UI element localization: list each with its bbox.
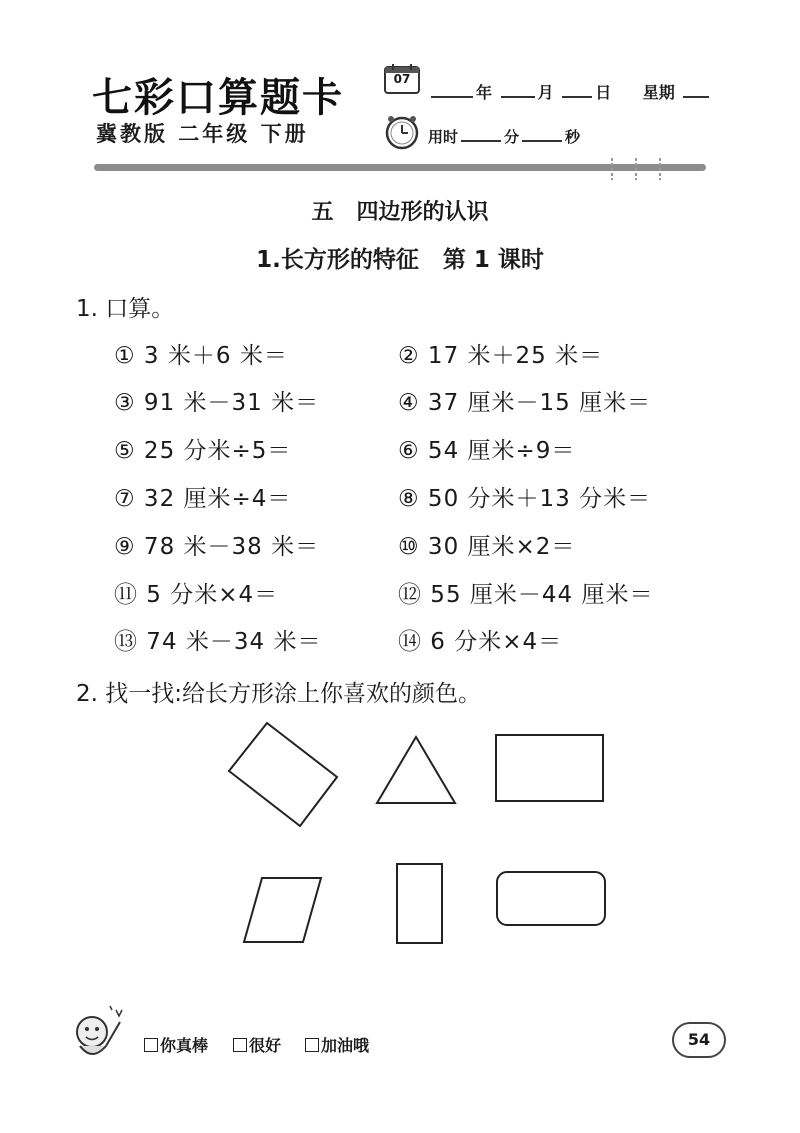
problem-7: ⑦ 32 厘米÷4＝ bbox=[114, 486, 292, 512]
problem-4: ④ 37 厘米－15 厘米＝ bbox=[398, 390, 652, 416]
rectangle-shape[interactable] bbox=[496, 735, 603, 801]
rounded-rectangle-shape[interactable] bbox=[497, 872, 605, 925]
checkbox-icon[interactable] bbox=[144, 1038, 158, 1052]
triangle-shape[interactable] bbox=[377, 737, 455, 803]
question-2-heading: 2. 找一找:给长方形涂上你喜欢的颜色。 bbox=[76, 681, 482, 707]
problem-1: ① 3 米＋6 米＝ bbox=[114, 343, 288, 369]
problem-6: ⑥ 54 厘米÷9＝ bbox=[398, 438, 576, 464]
second-label: 秒 bbox=[565, 128, 581, 146]
time-used-label: 用时 bbox=[428, 128, 459, 146]
problem-13: ⑬ 74 米－34 米＝ bbox=[114, 629, 322, 655]
problem-10: ⑩ 30 厘米×2＝ bbox=[398, 534, 576, 560]
rating-excellent[interactable]: 你真棒 bbox=[144, 1033, 208, 1056]
parallelogram-shape[interactable] bbox=[244, 878, 321, 942]
calendar-day: 07 bbox=[393, 72, 411, 86]
problem-11: ⑪ 5 分米×4＝ bbox=[114, 582, 279, 608]
rotated-rectangle-shape[interactable] bbox=[229, 723, 337, 826]
year-label: 年 bbox=[476, 83, 493, 102]
checkbox-icon[interactable] bbox=[305, 1038, 319, 1052]
edition-label: 冀教版 二年级 下册 bbox=[96, 122, 309, 146]
problem-3: ③ 91 米－31 米＝ bbox=[114, 390, 320, 416]
brand-title: 七彩口算题卡 bbox=[92, 74, 344, 121]
minute-label: 分 bbox=[504, 128, 520, 146]
day-label: 日 bbox=[595, 83, 612, 102]
rating-good[interactable]: 很好 bbox=[233, 1033, 281, 1056]
problem-9: ⑨ 78 米－38 米＝ bbox=[114, 534, 320, 560]
problem-14: ⑭ 6 分米×4＝ bbox=[398, 629, 563, 655]
rating-keep-going[interactable]: 加油哦 bbox=[305, 1033, 369, 1056]
month-label: 月 bbox=[537, 83, 554, 102]
unit-title: 五 四边形的认识 bbox=[311, 200, 489, 225]
weekday-label: 星期 bbox=[642, 83, 675, 102]
checkbox-icon[interactable] bbox=[233, 1038, 247, 1052]
question-1-heading: 1. 口算。 bbox=[76, 296, 175, 322]
problem-5: ⑤ 25 分米÷5＝ bbox=[114, 438, 292, 464]
problem-12: ⑫ 55 厘米－44 厘米＝ bbox=[398, 582, 654, 608]
lesson-title: 1.长方形的特征 第 1 课时 bbox=[256, 247, 544, 273]
problem-2: ② 17 米＋25 米＝ bbox=[398, 343, 604, 369]
page-number: 54 bbox=[672, 1022, 726, 1058]
problem-8: ⑧ 50 分米＋13 分米＝ bbox=[398, 486, 652, 512]
tall-rectangle-shape[interactable] bbox=[397, 864, 442, 943]
mascot-icon bbox=[66, 1002, 128, 1066]
